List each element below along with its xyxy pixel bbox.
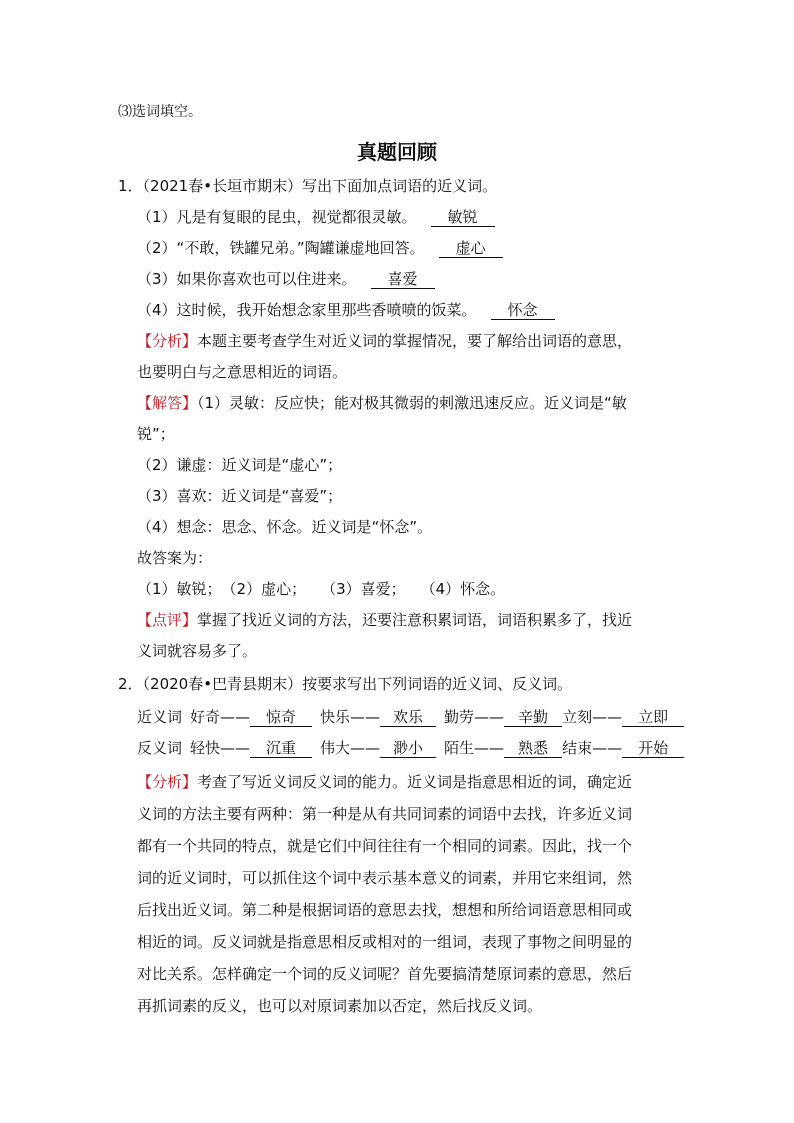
q1-item-answer: 敏锐 xyxy=(431,208,495,227)
q1-item-answer: 虚心 xyxy=(439,239,503,258)
q2-answer: 渺小 xyxy=(380,739,436,758)
q2-answer: 立即 xyxy=(622,708,684,727)
q1-solution-line-2: 锐”； xyxy=(137,425,175,443)
analysis-tag: 【分析】 xyxy=(137,773,198,791)
q2-analysis-line-3: 都有一个共同的特点，就是它们中间往往有一个相同的词素。因此，找一个 xyxy=(137,837,633,855)
q2-answer: 开始 xyxy=(622,739,684,758)
q1-solution-line-1 xyxy=(137,393,627,413)
comment-tag: 【点评】 xyxy=(137,611,198,629)
q1-analysis-line-2: 也要明白与之意思相近的词语。 xyxy=(137,363,348,381)
q1-item-text: （1）凡是有复眼的昆虫，视觉都很灵敏。 xyxy=(137,208,417,226)
q2-word: 快乐—— xyxy=(320,708,381,726)
q2-analysis-line-6: 相近的词。反义词就是指意思相反或相对的一组词，表现了事物之间明显的 xyxy=(137,933,633,951)
q1-comment-line-2: 义词就容易多了。 xyxy=(137,642,258,660)
q1-solution-line-5: （4）想念：思念、怀念。近义词是“怀念”。 xyxy=(137,518,433,536)
q1-item-4 xyxy=(137,300,555,320)
q1-solution-line-4: （3）喜欢：近义词是“喜爱”； xyxy=(137,487,343,505)
q2-word: 结束—— xyxy=(562,739,623,757)
q1-comment-line-1 xyxy=(137,610,632,630)
q2-answer: 熟悉 xyxy=(504,739,562,758)
q2-antonym-row xyxy=(137,738,684,758)
q2-analysis-line-5: 后找出近义词。第二种是根据词语的意思去找，想想和所给词语意思相同或 xyxy=(137,901,633,919)
q2-word: 轻快—— xyxy=(190,739,251,757)
page-title: 真题回顾 xyxy=(357,140,437,164)
solution-tag: 【解答】 xyxy=(137,394,198,412)
q1-item-answer: 喜爱 xyxy=(371,270,435,289)
q1-solution-line-3: （2）谦虚：近义词是“虚心”； xyxy=(137,456,343,474)
q2-answer: 沉重 xyxy=(250,739,312,758)
q1-item-text: （2）“不敢，铁罐兄弟。”陶罐谦虚地回答。 xyxy=(137,239,425,257)
q1-item-3 xyxy=(137,269,435,289)
q2-row-label: 反义词 xyxy=(137,739,183,757)
q2-synonym-row xyxy=(137,707,684,727)
q1-analysis-line-1 xyxy=(137,331,632,351)
q1-item-1 xyxy=(137,207,495,227)
q2-row-label: 近义词 xyxy=(137,708,183,726)
intro-text: ⑶选词填空。 xyxy=(118,104,202,120)
q2-answer: 惊奇 xyxy=(250,708,312,727)
analysis-tag: 【分析】 xyxy=(137,332,198,350)
q2-analysis-line-8: 再抓词素的反义，也可以对原词素加以否定，然后找反义词。 xyxy=(137,997,543,1015)
q2-analysis-line-4: 词的近义词时，可以抓住这个词中表示基本意义的词素，并用它来组词，然 xyxy=(137,869,633,887)
q1-solution-text: （1）灵敏：反应快；能对极其微弱的刺激迅速反应。近义词是“敏 xyxy=(197,394,627,412)
q1-item-answer: 怀念 xyxy=(491,301,555,320)
q1-solution-line-6: 故答案为： xyxy=(137,549,213,567)
q2-word: 好奇—— xyxy=(190,708,251,726)
q1-item-text: （3）如果你喜欢也可以住进来。 xyxy=(137,270,357,288)
q2-analysis-line-1 xyxy=(137,772,632,792)
q1-comment-text: 掌握了找近义词的方法，还要注意积累词语，词语积累多了，找近 xyxy=(197,611,633,629)
q2-answer: 辛勤 xyxy=(504,708,562,727)
q1-item-text: （4）这时候，我开始想念家里那些香喷喷的饭菜。 xyxy=(137,301,477,319)
q2-word: 陌生—— xyxy=(444,739,505,757)
q2-analysis-line-2: 义词的方法主要有两种：第一种是从有共同词素的词语中去找，许多近义词 xyxy=(137,805,633,823)
q1-solution-line-7: （1）敏锐； （2）虚心； （3）喜爱； （4）怀念。 xyxy=(137,580,506,598)
q2-question: 2．（2020春•巴青县期末）按要求写出下列词语的近义词、反义词。 xyxy=(118,675,573,693)
q2-analysis-line-7: 对比关系。怎样确定一个词的反义词呢？首先要搞清楚原词素的意思，然后 xyxy=(137,965,633,983)
q2-word: 立刻—— xyxy=(562,708,623,726)
q2-analysis-text: 考查了写近义词反义词的能力。近义词是指意思相近的词，确定近 xyxy=(197,773,633,791)
q1-item-2 xyxy=(137,238,503,258)
q2-word: 勤劳—— xyxy=(444,708,505,726)
q1-question: 1．（2021春•长垣市期末）写出下面加点词语的近义词。 xyxy=(118,177,498,195)
q1-analysis-text: 本题主要考查学生对近义词的掌握情况，要了解给出词语的意思， xyxy=(197,332,633,350)
q2-answer: 欢乐 xyxy=(380,708,436,727)
q2-word: 伟大—— xyxy=(320,739,381,757)
